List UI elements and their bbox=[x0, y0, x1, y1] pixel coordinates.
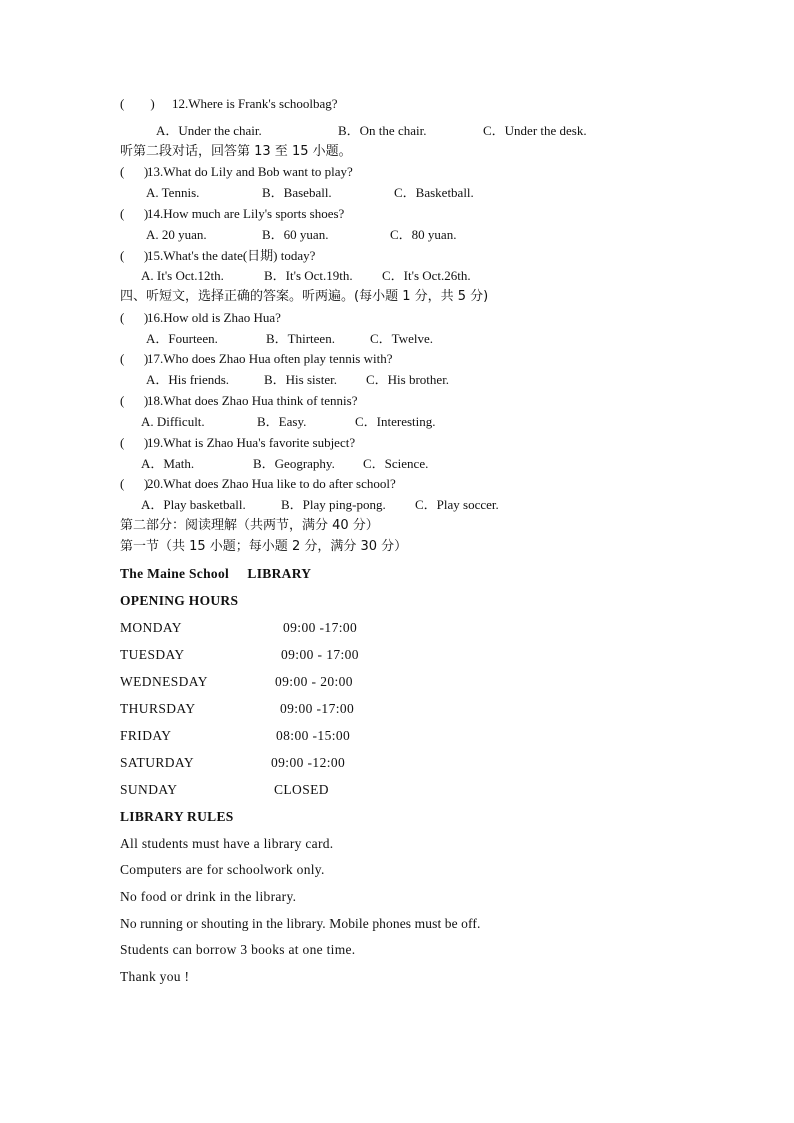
option-17-b[interactable]: B．His sister. bbox=[264, 372, 337, 387]
library-rule: No running or shouting in the library. Mobile phones must be off. bbox=[120, 916, 481, 931]
option-16-b[interactable]: B．Thirteen. bbox=[266, 331, 335, 346]
question-19: 19.What is Zhao Hua's favorite subject? bbox=[147, 435, 356, 450]
opening-hours-heading: OPENING HOURS bbox=[120, 593, 239, 608]
hours-time: 09:00 -17:00 bbox=[280, 701, 355, 716]
thank-you-note: Thank you ! bbox=[120, 969, 190, 984]
part-2-heading: 第二部分：阅读理解（共两节，满分 40 分） bbox=[120, 518, 379, 533]
hours-day: MONDAY bbox=[120, 620, 182, 635]
section-1-heading: 第一节（共 15 小题；每小题 2 分，满分 30 分） bbox=[120, 539, 408, 554]
library-rule: Students can borrow 3 books at one time. bbox=[120, 942, 356, 957]
option-18-c[interactable]: C．Interesting. bbox=[355, 414, 436, 429]
library-title: The Maine School LIBRARY bbox=[120, 566, 312, 581]
hours-day: SATURDAY bbox=[120, 755, 194, 770]
option-19-a[interactable]: A．Math. bbox=[141, 456, 195, 471]
option-13-c[interactable]: C．Basketball. bbox=[394, 185, 474, 200]
question-13: 13.What do Lily and Bob want to play? bbox=[147, 164, 353, 179]
option-13-a[interactable]: A. Tennis. bbox=[146, 185, 200, 200]
dialogue-2-instruction: 听第二段对话，回答第 13 至 15 小题。 bbox=[120, 144, 352, 159]
option-19-c[interactable]: C．Science. bbox=[363, 456, 429, 471]
option-14-c[interactable]: C．80 yuan. bbox=[390, 227, 457, 242]
option-15-b[interactable]: B．It's Oct.19th. bbox=[264, 268, 353, 283]
option-15-c[interactable]: C．It's Oct.26th. bbox=[382, 268, 471, 283]
answer-blank-13[interactable]: ( ) bbox=[120, 164, 149, 179]
option-16-a[interactable]: A．Fourteen. bbox=[146, 331, 218, 346]
option-20-b[interactable]: B．Play ping-pong. bbox=[281, 497, 386, 512]
option-20-a[interactable]: A．Play basketball. bbox=[141, 497, 246, 512]
question-18: 18.What does Zhao Hua think of tennis? bbox=[147, 393, 358, 408]
option-12-c[interactable]: C．Under the desk. bbox=[483, 123, 587, 138]
question-16: 16.How old is Zhao Hua? bbox=[147, 310, 281, 325]
question-20: 20.What does Zhao Hua like to do after school? bbox=[147, 476, 396, 491]
library-rule: No food or drink in the library. bbox=[120, 889, 297, 904]
option-14-a[interactable]: A. 20 yuan. bbox=[146, 227, 207, 242]
hours-day: FRIDAY bbox=[120, 728, 172, 743]
option-15-a[interactable]: A. It's Oct.12th. bbox=[141, 268, 224, 283]
answer-blank-14[interactable]: ( ) bbox=[120, 206, 149, 221]
answer-blank-16[interactable]: ( ) bbox=[120, 310, 149, 325]
library-rules-heading: LIBRARY RULES bbox=[120, 809, 234, 824]
hours-time: 09:00 - 20:00 bbox=[275, 674, 353, 689]
option-19-b[interactable]: B．Geography. bbox=[253, 456, 335, 471]
hours-time: 09:00 - 17:00 bbox=[281, 647, 359, 662]
option-18-a[interactable]: A. Difficult. bbox=[141, 414, 205, 429]
question-12: 12.Where is Frank's schoolbag? bbox=[172, 96, 338, 111]
answer-blank-19[interactable]: ( ) bbox=[120, 435, 149, 450]
option-20-c[interactable]: C．Play soccer. bbox=[415, 497, 499, 512]
hours-time: 09:00 -17:00 bbox=[283, 620, 358, 635]
library-rule: Computers are for schoolwork only. bbox=[120, 862, 325, 877]
hours-time: 08:00 -15:00 bbox=[276, 728, 351, 743]
hours-day: SUNDAY bbox=[120, 782, 178, 797]
answer-blank-20[interactable]: ( ) bbox=[120, 476, 149, 491]
option-17-a[interactable]: A．His friends. bbox=[146, 372, 230, 387]
question-15: 15.What's the date(日期) today? bbox=[147, 248, 316, 263]
option-17-c[interactable]: C．His brother. bbox=[366, 372, 450, 387]
question-17: 17.Who does Zhao Hua often play tennis with? bbox=[147, 351, 393, 366]
hours-time: CLOSED bbox=[274, 782, 329, 797]
answer-blank-12[interactable]: ( ) bbox=[120, 96, 155, 111]
option-12-a[interactable]: A．Under the chair. bbox=[156, 123, 262, 138]
section-4-heading: 四、听短文，选择正确的答案。听两遍。(每小题 1 分，共 5 分) bbox=[120, 289, 489, 304]
option-12-b[interactable]: B．On the chair. bbox=[338, 123, 427, 138]
hours-day: TUESDAY bbox=[120, 647, 185, 662]
answer-blank-18[interactable]: ( ) bbox=[120, 393, 149, 408]
hours-time: 09:00 -12:00 bbox=[271, 755, 346, 770]
option-14-b[interactable]: B．60 yuan. bbox=[262, 227, 329, 242]
hours-day: THURSDAY bbox=[120, 701, 196, 716]
answer-blank-15[interactable]: ( ) bbox=[120, 248, 149, 263]
option-16-c[interactable]: C．Twelve. bbox=[370, 331, 433, 346]
answer-blank-17[interactable]: ( ) bbox=[120, 351, 149, 366]
hours-day: WEDNESDAY bbox=[120, 674, 208, 689]
library-rule: All students must have a library card. bbox=[120, 836, 334, 851]
option-18-b[interactable]: B．Easy. bbox=[257, 414, 307, 429]
option-13-b[interactable]: B．Baseball. bbox=[262, 185, 332, 200]
question-14: 14.How much are Lily's sports shoes? bbox=[147, 206, 345, 221]
